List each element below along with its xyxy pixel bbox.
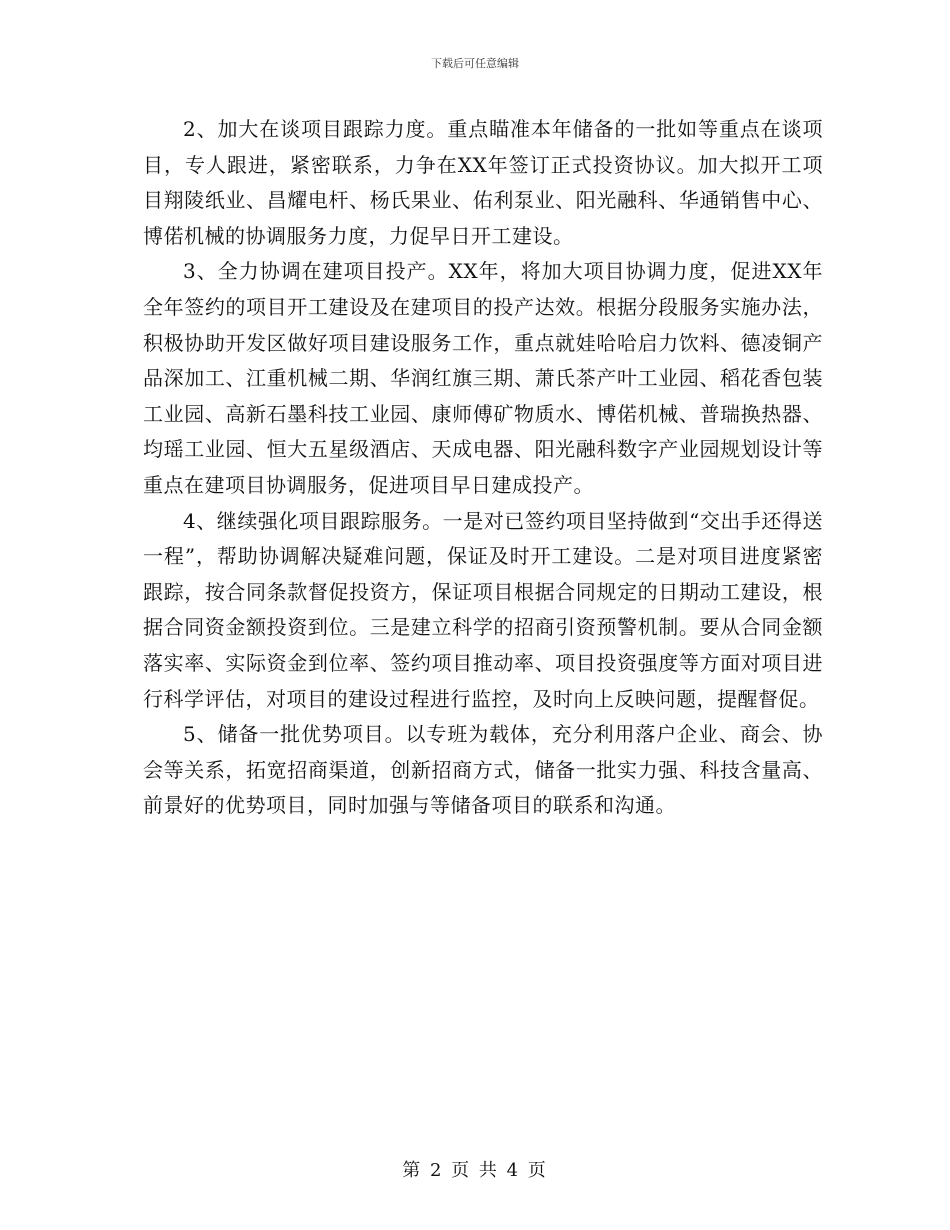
paragraph-3: 3、全力协调在建项目投产。XX年，将加大项目协调力度，促进XX年全年签约的项目开工建设及在建项目的投产达效。根据分段服务实施办法，积极协助开发区做好项目建设服务工作，重点就娃哈哈启力饮料、德凌铜产品深加工、江重机械二期、华润红旗三期、萧氏茶产叶工业园、稻花香包装工业园、高新石墨科技工业园、康师傅矿物质水、博偌机械、普瑞换热器、均瑶工业园、恒大五星级酒店、天成电器、阳光融科数字产业园规划设计等重点在建项目协调服务，促进项目早日建成投产。 bbox=[143, 259, 823, 497]
paragraph-5: 5、储备一批优势项目。以专班为载体，充分利用落户企业、商会、协会等关系，拓宽招商渠道，创新招商方式，储备一批实力强、科技含量高、前景好的优势项目，同时加强与等储备项目的联系和沟通。 bbox=[143, 722, 823, 818]
paragraph-2: 2、加大在谈项目跟踪力度。重点瞄准本年储备的一批如等重点在谈项目，专人跟进，紧密联系，力争在XX年签订正式投资协议。加大拟开工项目翔陵纸业、昌耀电杆、杨氏果业、佑利泵业、阳光融科、华通销售中心、博偌机械的协调服务力度，力促早日开工建设。 bbox=[143, 117, 823, 248]
page-number: 第 2 页 共 4 页 bbox=[402, 1160, 548, 1181]
page-header: 下载后可任意编辑 bbox=[431, 57, 519, 70]
document-body bbox=[143, 112, 823, 824]
paragraph-4: 4、继续强化项目跟踪服务。一是对已签约项目坚持做到“交出手还得送一程”，帮助协调解决疑难问题，保证及时开工建设。二是对项目进度紧密跟踪，按合同条款督促投资方，保证项目根据合同规定的日期动工建设，根据合同资金额投资到位。三是建立科学的招商引资预警机制。要从合同金额落实率、实际资金到位率、签约项目推动率、项目投资强度等方面对项目进行科学评估，对项目的建设过程进行监控，及时向上反映问题，提醒督促。 bbox=[143, 508, 823, 711]
